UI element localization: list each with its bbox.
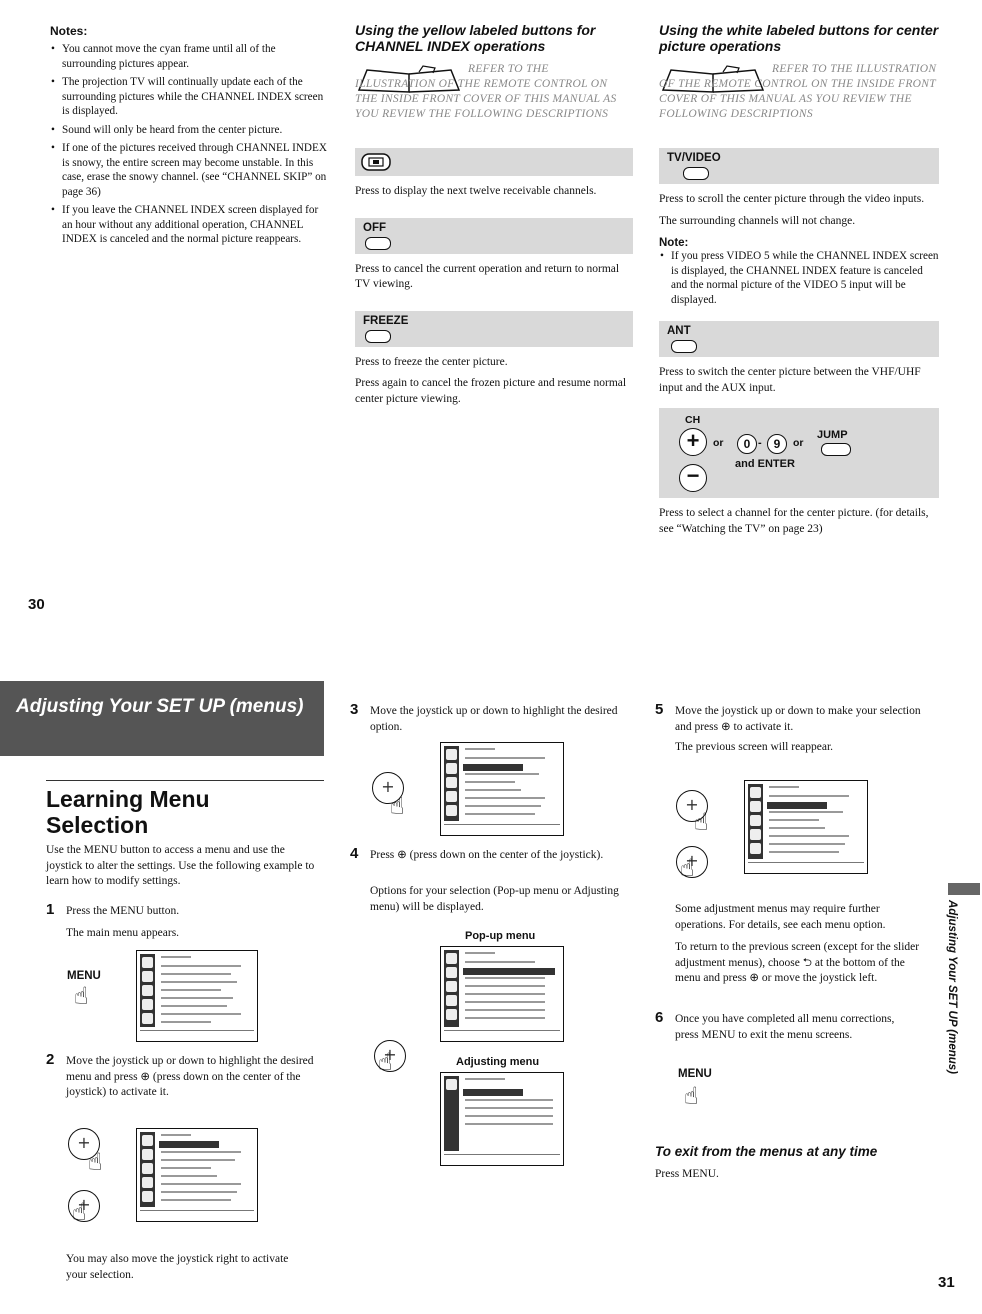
channel-down-button[interactable]: − bbox=[679, 464, 707, 492]
pressing-hand-icon: ☝ bbox=[680, 854, 695, 882]
button-description: Press to select a channel for the center picture. (for details, see “Watching the TV” on page 23) bbox=[659, 507, 929, 535]
step-number: 2 bbox=[46, 1051, 55, 1068]
step-subtext: The main menu appears. bbox=[66, 927, 180, 939]
button-description: Press to cancel the current operation and return to normal TV viewing. bbox=[355, 262, 620, 290]
freeze-button[interactable] bbox=[365, 330, 391, 343]
menu-button-label: MENU bbox=[678, 1068, 712, 1080]
refer-text: REFER TO THE ILLUSTRATION OF THE REMOTE CONTROL ON THE INSIDE FRONT COVER OF THIS MANUAL AS YOU REVIEW THE FOLLOWING DESCRIPTIONS bbox=[355, 63, 617, 120]
page-number: 31 bbox=[938, 1274, 955, 1291]
note-title: Note: bbox=[659, 237, 689, 249]
refer-text: REFER TO THE ILLUSTRATION OF THE REMOTE CONTROL ON THE INSIDE FRONT COVER OF THIS MANUAL AS YOU REVIEW THE FOLLOWING DESCRIPTIONS bbox=[659, 63, 937, 120]
step-number: 5 bbox=[655, 701, 664, 718]
note-item: • You cannot move the cyan frame until all of the surrounding pictures appear. bbox=[62, 42, 328, 71]
ch-label: CH bbox=[685, 414, 701, 426]
popup-menu-screen bbox=[440, 946, 564, 1042]
page-number: 30 bbox=[28, 596, 45, 613]
ant-button[interactable] bbox=[671, 340, 697, 353]
freeze-button-label: FREEZE bbox=[363, 314, 409, 327]
tvvideo-button-label: TV/VIDEO bbox=[667, 152, 721, 164]
setup-menu-screen bbox=[136, 1128, 258, 1222]
button-bar-tvvideo bbox=[659, 148, 939, 184]
note-item: • If you leave the CHANNEL INDEX screen displayed for an hour without any additional operation, CHANNEL INDEX is canceled and the normal picture reappears. bbox=[62, 203, 328, 247]
button-description: Press to scroll the center picture through the video inputs. bbox=[659, 193, 925, 205]
notes-list bbox=[50, 42, 328, 247]
side-tab-marker bbox=[948, 883, 980, 895]
section-title: Using the white labeled buttons for center picture operations bbox=[659, 22, 939, 54]
notes-block bbox=[50, 24, 328, 251]
pressing-hand-icon: ☝ bbox=[694, 808, 709, 836]
pressing-hand-icon: ☝ bbox=[390, 792, 405, 820]
button-bar-off bbox=[355, 218, 633, 254]
step-number: 1 bbox=[46, 901, 55, 918]
pressing-hand-icon: ☝ bbox=[88, 1148, 103, 1176]
step-text: Press ⊕ (press down on the center of the joystick). bbox=[370, 849, 604, 861]
ant-button-label: ANT bbox=[667, 325, 691, 337]
intro-text: Use the MENU button to access a menu and use the joystick to alter the settings. Use the following example to learn how to modify settings. bbox=[46, 844, 315, 887]
section-banner: Adjusting Your SET UP (menus) bbox=[0, 681, 324, 756]
button-bar-freeze bbox=[355, 311, 633, 347]
off-button[interactable] bbox=[365, 237, 391, 250]
button-description: The surrounding channels will not change. bbox=[659, 214, 856, 227]
adjusting-menu-screen bbox=[440, 1072, 564, 1166]
or-label: or bbox=[713, 437, 724, 449]
exit-title: To exit from the menus at any time bbox=[655, 1144, 878, 1159]
note-item: • The projection TV will continually update each of the surrounding pictures while the CHANNEL INDEX screen is displayed. bbox=[62, 75, 328, 119]
and-enter-label: and ENTER bbox=[735, 458, 795, 470]
pressing-hand-icon: ☝ bbox=[684, 1082, 699, 1110]
adjusting-menu-label: Adjusting menu bbox=[456, 1056, 540, 1068]
popup-menu-label: Pop-up menu bbox=[465, 930, 536, 942]
note-item: • Sound will only be heard from the center picture. bbox=[62, 123, 328, 138]
step-number: 6 bbox=[655, 1009, 664, 1026]
setup-menu-screen bbox=[440, 742, 564, 836]
section-title: Using the yellow labeled buttons for CHANNEL INDEX operations bbox=[355, 22, 596, 54]
jump-button[interactable] bbox=[821, 443, 851, 456]
button-bar-ant bbox=[659, 321, 939, 357]
jump-label: JUMP bbox=[817, 429, 848, 441]
channel-index-button-icon bbox=[361, 153, 391, 171]
off-button-label: OFF bbox=[363, 221, 386, 234]
button-description: Press to display the next twelve receivable channels. bbox=[355, 185, 597, 197]
pressing-hand-icon: ☝ bbox=[74, 982, 89, 1010]
side-tab-label: Adjusting Your SET UP (menus) bbox=[946, 900, 958, 1074]
note-text: To return to the previous screen (except for the slider adjustment menus), choose ⮌ at the bottom of the menu and press ⊕ or move the joystick left. bbox=[675, 941, 920, 984]
exit-text: Press MENU. bbox=[655, 1168, 719, 1180]
page-title: Learning Menu Selection bbox=[46, 786, 210, 838]
digit-0-button[interactable]: 0 bbox=[737, 434, 757, 454]
or-label: or bbox=[793, 437, 804, 449]
step-number: 3 bbox=[350, 701, 359, 718]
note-item: • If one of the pictures received through CHANNEL INDEX is snowy, the entire screen may become unstable. In this case, erase the snowy channel. (see “CHANNEL SKIP” on page 36) bbox=[62, 141, 328, 199]
step-text: Move the joystick up or down to highlight the desired option. bbox=[370, 705, 618, 733]
step-text: Once you have completed all menu corrections, press MENU to exit the menu screens. bbox=[675, 1013, 895, 1041]
button-bar-index bbox=[355, 148, 633, 176]
button-description: Press to switch the center picture between the VHF/UHF input and the AUX input. bbox=[659, 366, 921, 394]
step-subtext: Options for your selection (Pop-up menu or Adjusting menu) will be displayed. bbox=[370, 885, 619, 913]
channel-up-button[interactable]: + bbox=[679, 428, 707, 456]
pressing-hand-icon: ☝ bbox=[72, 1198, 87, 1226]
note-text: Some adjustment menus may require further operations. For details, see each menu option. bbox=[675, 903, 886, 931]
step-number: 4 bbox=[350, 845, 359, 862]
notes-title: Notes: bbox=[50, 24, 88, 38]
note-item: • If you press VIDEO 5 while the CHANNEL INDEX screen is displayed, the CHANNEL INDEX feature is canceled and the normal picture of the VIDEO 5 input will be displayed. bbox=[671, 249, 939, 307]
digit-9-button[interactable]: 9 bbox=[767, 434, 787, 454]
pressing-hand-icon: ☝ bbox=[378, 1048, 393, 1076]
button-description: Press to freeze the center picture. bbox=[355, 355, 508, 368]
channel-select-bar bbox=[659, 408, 939, 498]
setup-menu-screen bbox=[744, 780, 868, 874]
menu-button-label: MENU bbox=[67, 970, 101, 982]
yellow-buttons-section bbox=[355, 22, 633, 407]
step-text: Move the joystick up or down to highlight the desired menu and press ⊕ (press down on the center of the joystick) to activate it. bbox=[66, 1055, 314, 1098]
step-text: Press the MENU button. bbox=[66, 905, 180, 917]
dash-label: - bbox=[758, 437, 762, 449]
step-text: Move the joystick up or down to make your selection and press ⊕ to activate it. bbox=[675, 705, 921, 733]
white-buttons-section bbox=[659, 22, 939, 537]
main-menu-screen bbox=[136, 950, 258, 1042]
note-list bbox=[659, 249, 939, 307]
tvvideo-button[interactable] bbox=[683, 167, 709, 180]
title-rule bbox=[46, 780, 324, 781]
button-description: Press again to cancel the frozen picture and resume normal center picture viewing. bbox=[355, 377, 627, 405]
step-extra-text: You may also move the joystick right to activate your selection. bbox=[66, 1253, 289, 1281]
step-subtext: The previous screen will reappear. bbox=[675, 741, 834, 753]
